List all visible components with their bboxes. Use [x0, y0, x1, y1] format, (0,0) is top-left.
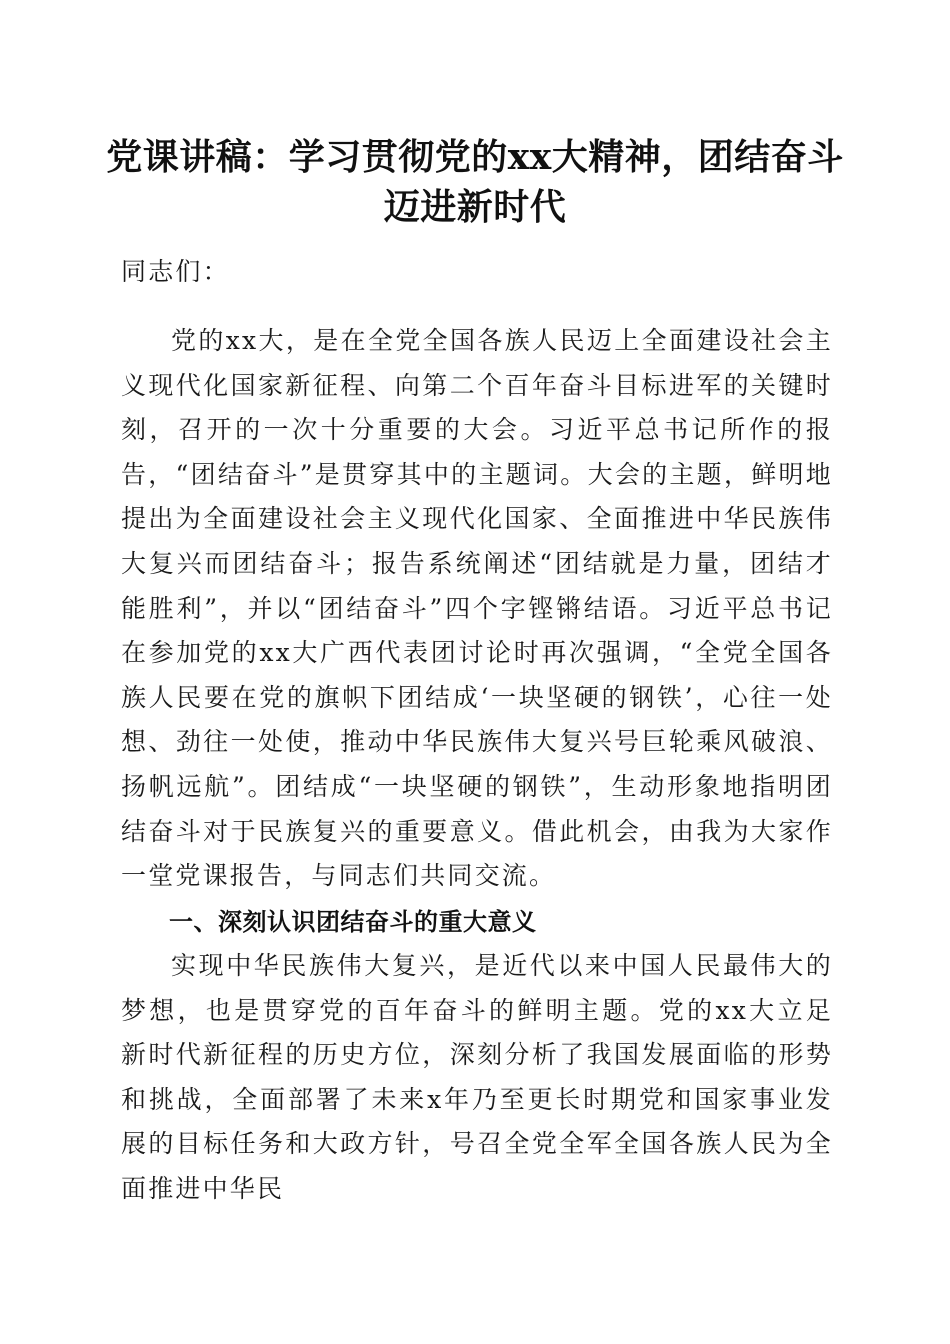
- section-paragraph: 实现中华民族伟大复兴，是近代以来中国人民最伟大的梦想，也是贯穿党的百年奋斗的鲜明主题。党的xx大立足新时代新征程的历史方位，深刻分析了我国发展面临的形势和挑战，全面部署了未来x年乃至更长时期党和国家事业发展的目标任务和大政方针，号召全党全军全国各族人民为全面推进中华民: [121, 951, 833, 1203]
- document-title: 党课讲稿：学习贯彻党的xx大精神，团结奋斗迈进新时代: [106, 136, 844, 228]
- salutation: 同志们：: [121, 257, 230, 286]
- section-heading: 一、深刻认识团结奋斗的重大意义: [169, 908, 537, 936]
- body-paragraph: 党的xx大，是在全党全国各族人民迈上全面建设社会主义现代化国家新征程、向第二个百年奋斗目标进军的关键时刻，召开的一次十分重要的大会。习近平总书记所作的报告，“团结奋斗”是贯穿其中的主题词。大会的主题，鲜明地提出为全面建设社会主义现代化国家、全面推进中华民族伟大复兴而团结奋斗；报告系统阐述“团结就是力量，团结才能胜利”，并以“团结奋斗”四个字铿锵结语。习近平总书记在参加党的xx大广西代表团讨论时再次强调，“全党全国各族人民要在党的旗帜下团结成‘一块坚硬的钢铁’，心往一处想、劲往一处使，推动中华民族伟大复兴号巨轮乘风破浪、扬帆远航”。团结成“一块坚硬的钢铁”，生动形象地指明团结奋斗对于民族复兴的重要意义。借此机会，由我为大家作一堂党课报告，与同志们共同交流。: [121, 326, 833, 891]
